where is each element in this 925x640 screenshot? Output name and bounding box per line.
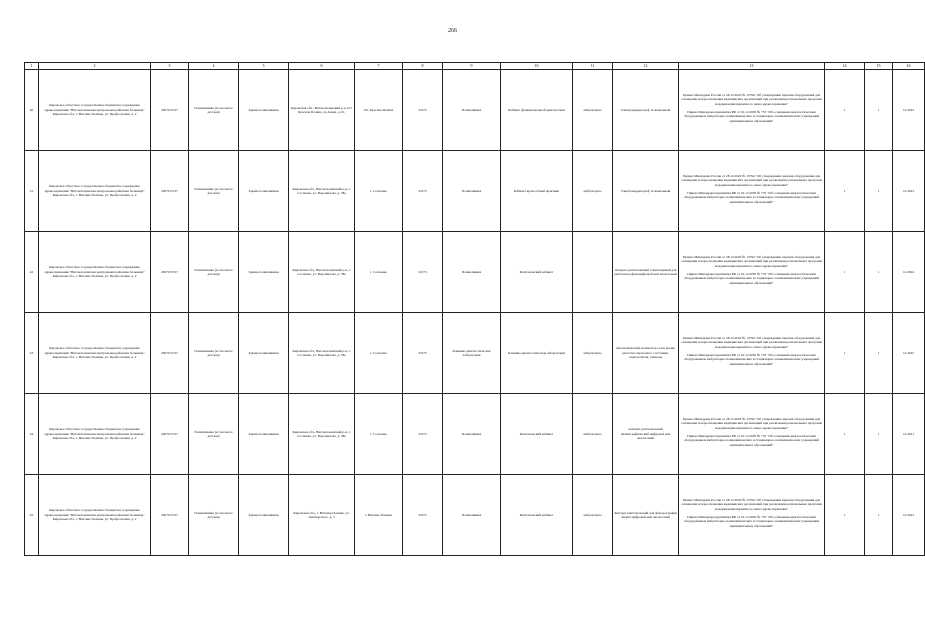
building-cell: Здание поликлиники xyxy=(239,70,289,151)
mode-cell: амбулаторно xyxy=(573,394,613,475)
category-cell: Поликлиника (в том числе детская) xyxy=(189,70,239,151)
header-cell: 16 xyxy=(893,63,925,70)
organization-cell: Кировское областное государственное бюджетное учреждение здравоохранения "Вятскополянская центральная районная больница" Кировская обл., г. Вятские Поляны, ул. Профсоюзная, д. 2 xyxy=(39,70,151,151)
equipment-cell: Электрокардиограф 12-канальный xyxy=(613,151,679,232)
header-cell: 14 xyxy=(825,63,865,70)
room-cell: Рентгеновский кабинет xyxy=(501,394,573,475)
organization-cell: Кировское областное государственное бюджетное учреждение здравоохранения "Вятскополянская центральная районная больница" Кировская обл., г. Вятские Поляны, ул. Профсоюзная, д. 2 xyxy=(39,232,151,313)
table-row xyxy=(25,151,925,232)
inn-cell: 4307015727 xyxy=(151,313,189,394)
quantity-cell: 1 xyxy=(865,313,893,394)
settlement-cell: г. Сосновка xyxy=(355,394,403,475)
order-text: Приказ Минздравсоцразвития РФ от 01.12.2005 № 753 "Об оснащении диагностическим оборудованием амбулаторно-поликлинических и стационарно-поликлинических учреждений муниципальных образований" xyxy=(683,434,820,447)
mode-cell xyxy=(573,232,613,313)
quantity-cell: 1 xyxy=(865,475,893,556)
department-cell: Поликлиника xyxy=(443,70,501,151)
address-cell: Кировская обл., Вятскополянский р-н, пгт Красная Поляна, ул.Азина, д.19, xyxy=(289,70,355,151)
order-text: Приказ Минздравсоцразвития РФ от 01.12.2005 № 753 "Об оснащении диагностическим оборудованием амбулаторно-поликлинических и стационарно-поликлинических учреждений муниципальных образований" xyxy=(683,272,820,285)
room-cell: Кабинет врача общей практики xyxy=(501,151,573,232)
building-cell: Здание поликлиники xyxy=(239,151,289,232)
department-cell: Клинико-диагностическая лаборатория xyxy=(443,313,501,394)
building-cell: Здание поликлиники xyxy=(239,475,289,556)
header-cell: 7 xyxy=(355,63,403,70)
inn-cell: 4307015727 xyxy=(151,475,189,556)
code-cell: 31073 xyxy=(403,151,443,232)
row-number: 42 xyxy=(25,232,39,313)
settlement-cell: г. Вятские Поляны xyxy=(355,475,403,556)
inn-cell: 4307015727 xyxy=(151,394,189,475)
room-cell: Рентгеновский кабинет xyxy=(501,475,573,556)
header-cell: 13 xyxy=(679,63,825,70)
header-cell: 9 xyxy=(443,63,501,70)
orders-cell xyxy=(679,313,825,394)
code-cell: 31073 xyxy=(403,70,443,151)
settlement-cell: пгт. Красная Поляна xyxy=(355,70,403,151)
department-cell: Поликлиника xyxy=(443,475,501,556)
mode-cell: амбулаторно xyxy=(573,475,613,556)
equipment-cell: Аппарат рентгеновский для флюорографии легких цифровой или аналоговый xyxy=(613,475,679,556)
header-cell: 1 xyxy=(25,63,39,70)
quantity-cell: 1 xyxy=(865,151,893,232)
header-cell: 4 xyxy=(189,63,239,70)
settlement-cell: г. Сосновка xyxy=(355,313,403,394)
code-cell: 31073 xyxy=(403,232,443,313)
code-cell: 31073 xyxy=(403,313,443,394)
category-cell: Поликлиника (в том числе детская) xyxy=(189,151,239,232)
code-cell: 31073 xyxy=(403,394,443,475)
organization-cell: Кировское областное государственное бюджетное учреждение здравоохранения "Вятскополянская центральная районная больница" Кировская обл., г. Вятские Поляны, ул. Профсоюзная, д. 2 xyxy=(39,313,151,394)
quantity-cell: 1 xyxy=(825,151,865,232)
table-row xyxy=(25,232,925,313)
row-number: 41 xyxy=(25,151,39,232)
orders-cell xyxy=(679,151,825,232)
room-cell: Кабинет функциональной диагностики xyxy=(501,70,573,151)
order-text: Приказ Минздрава России от 28.12.2020 № 1379н "Об утверждении перечня оборудования для оснащения и переоснащения медицинских организаций при реализации региональных программ модернизации первичного звена здравоохранения" xyxy=(681,416,822,430)
order-text: Приказ Минздрава России от 28.12.2020 № 1379н "Об утверждении перечня оборудования для оснащения и переоснащения медицинских организаций при реализации региональных программ модернизации первичного звена здравоохранения" xyxy=(681,92,822,106)
orders-cell xyxy=(679,394,825,475)
settlement-cell: г. Сосновка xyxy=(355,151,403,232)
room-cell: Рентгеновский кабинет xyxy=(501,232,573,313)
header-cell: 10 xyxy=(501,63,573,70)
room-cell: Клинико-диагностическая лаборатория xyxy=(501,313,573,394)
quantity-cell: 1 xyxy=(825,70,865,151)
quantity-cell: 1 xyxy=(825,232,865,313)
header-cell: 15 xyxy=(865,63,893,70)
date-cell: 12.2023 xyxy=(893,70,925,151)
header-cell: 8 xyxy=(403,63,443,70)
category-cell: Поликлиника (в том числе детская) xyxy=(189,475,239,556)
organization-cell: Кировское областное государственное бюджетное учреждение здравоохранения "Вятскополянская центральная районная больница" Кировская обл., г. Вятские Поляны, ул. Профсоюзная, д. 2 xyxy=(39,151,151,232)
inn-cell: 4307015727 xyxy=(151,151,189,232)
category-cell: Поликлиника (в том числе детская) xyxy=(189,313,239,394)
category-cell: Поликлиника (в том числе детская) xyxy=(189,394,239,475)
address-cell: Кировская обл., Вятскополянский р-н, г. Сосновка, ул. Ворошилова, д. 38а xyxy=(289,313,355,394)
equipment-table xyxy=(24,62,925,556)
header-row xyxy=(25,63,925,70)
department-cell: Поликлиника xyxy=(443,232,501,313)
organization-cell: Кировское областное государственное бюджетное учреждение здравоохранения "Вятскополянская центральная районная больница" Кировская обл., г. Вятские Поляны, ул. Профсоюзная, д. 2 xyxy=(39,394,151,475)
equipment-cell: Электрокардиограф 12-канальный xyxy=(613,70,679,151)
date-cell: 12.2021 xyxy=(893,394,925,475)
header-cell: 12 xyxy=(613,63,679,70)
header-cell: 3 xyxy=(151,63,189,70)
inn-cell: 4307015727 xyxy=(151,232,189,313)
mode-cell: амбулаторно xyxy=(573,313,613,394)
building-cell: Здание поликлиники xyxy=(239,394,289,475)
header-cell: 11 xyxy=(573,63,613,70)
quantity-cell: 1 xyxy=(865,394,893,475)
table-row xyxy=(25,394,925,475)
equipment-cell: Аппарат рентгеновский стационарный для рентгенографии цифровой или аналоговый xyxy=(613,232,679,313)
address-cell: Кировская обл., Вятскополянский р-н, г. Сосновка, ул. Ворошилова, д. 38а xyxy=(289,151,355,232)
address-cell: Кировская обл., г. Вятские Поляны, ул. Луначарского, д. 3 xyxy=(289,475,355,556)
mode-cell: амбулаторно xyxy=(573,151,613,232)
order-text: Приказ Минздрава России от 28.12.2020 № 1379н "Об утверждении перечня оборудования для оснащения и переоснащения медицинских организаций при реализации региональных программ модернизации первичного звена здравоохранения" xyxy=(681,254,822,268)
equipment-cell: Автоматический анализатор газов крови, кислотно-щелочного состояния, электролитов, глюкозы xyxy=(613,313,679,394)
category-cell: Поликлиника (в том числе детская) xyxy=(189,232,239,313)
row-number: 40 xyxy=(25,70,39,151)
header-cell: 5 xyxy=(239,63,289,70)
address-cell: Кировская обл., Вятскополянский р-н, г. Сосновка, ул. Ворошилова, д. 38а xyxy=(289,232,355,313)
row-number: 45 xyxy=(25,475,39,556)
table-row xyxy=(25,313,925,394)
order-text: Приказ Минздрава России от 28.12.2020 № 1379н "Об утверждении перечня оборудования для оснащения и переоснащения медицинских организаций при реализации региональных программ модернизации первичного звена здравоохранения" xyxy=(681,497,822,511)
row-number: 44 xyxy=(25,394,39,475)
orders-cell xyxy=(679,475,825,556)
row-number: 43 xyxy=(25,313,39,394)
quantity-cell: 1 xyxy=(865,70,893,151)
table-row xyxy=(25,70,925,151)
order-text: Приказ Минздрава России от 28.12.2020 № 1379н "Об утверждении перечня оборудования для оснащения и переоснащения медицинских организаций при реализации региональных программ модернизации первичного звена здравоохранения" xyxy=(681,173,822,187)
mode-cell: амбулаторно xyxy=(573,70,613,151)
order-text: Приказ Минздравсоцразвития РФ от 01.12.2005 № 753 "Об оснащении диагностическим оборудованием амбулаторно-поликлинических и стационарно-поликлинических учреждений муниципальных образований" xyxy=(683,110,820,123)
organization-cell: Кировское областное государственное бюджетное учреждение здравоохранения "Вятскополянская центральная районная больница" Кировская обл., г. Вятские Поляны, ул. Профсоюзная, д. 2 xyxy=(39,475,151,556)
date-cell: 12.2023 xyxy=(893,151,925,232)
header-cell: 6 xyxy=(289,63,355,70)
department-cell: Поликлиника xyxy=(443,151,501,232)
order-text: Приказ Минздравсоцразвития РФ от 01.12.2005 № 753 "Об оснащении диагностическим оборудованием амбулаторно-поликлинических и стационарно-поликлинических учреждений муниципальных образований" xyxy=(683,353,820,366)
order-text: Приказ Минздрава России от 28.12.2020 № 1379н "Об утверждении перечня оборудования для оснащения и переоснащения медицинских организаций при реализации региональных программ модернизации первичного звена здравоохранения" xyxy=(681,335,822,349)
quantity-cell: 1 xyxy=(825,475,865,556)
quantity-cell: 1 xyxy=(865,232,893,313)
page-number: 266 xyxy=(448,28,457,34)
equipment-cell: Аппарат рентгеновский маммографический цифровой или аналоговый xyxy=(613,394,679,475)
orders-cell xyxy=(679,232,825,313)
department-cell: Поликлиника xyxy=(443,394,501,475)
order-text: Приказ Минздравсоцразвития РФ от 01.12.2005 № 753 "Об оснащении диагностическим оборудованием амбулаторно-поликлинических и стационарно-поликлинических учреждений муниципальных образований" xyxy=(683,191,820,204)
orders-cell xyxy=(679,70,825,151)
building-cell: Здание поликлиники xyxy=(239,232,289,313)
code-cell: 31073 xyxy=(403,475,443,556)
header-cell: 2 xyxy=(39,63,151,70)
inn-cell: 4307015727 xyxy=(151,70,189,151)
address-cell: Кировская обл., Вятскополянский р-н, г. Сосновка, ул. Ворошилова, д. 38а xyxy=(289,394,355,475)
settlement-cell: г. Сосновка xyxy=(355,232,403,313)
quantity-cell: 1 xyxy=(825,394,865,475)
date-cell: 12.2023 xyxy=(893,475,925,556)
building-cell: Здание поликлиники xyxy=(239,313,289,394)
order-text: Приказ Минздравсоцразвития РФ от 01.12.2005 № 753 "Об оснащении диагностическим оборудованием амбулаторно-поликлинических и стационарно-поликлинических учреждений муниципальных образований" xyxy=(683,515,820,528)
date-cell: 12.2024 xyxy=(893,232,925,313)
table-row xyxy=(25,475,925,556)
date-cell: 12.2022 xyxy=(893,313,925,394)
quantity-cell: 1 xyxy=(825,313,865,394)
